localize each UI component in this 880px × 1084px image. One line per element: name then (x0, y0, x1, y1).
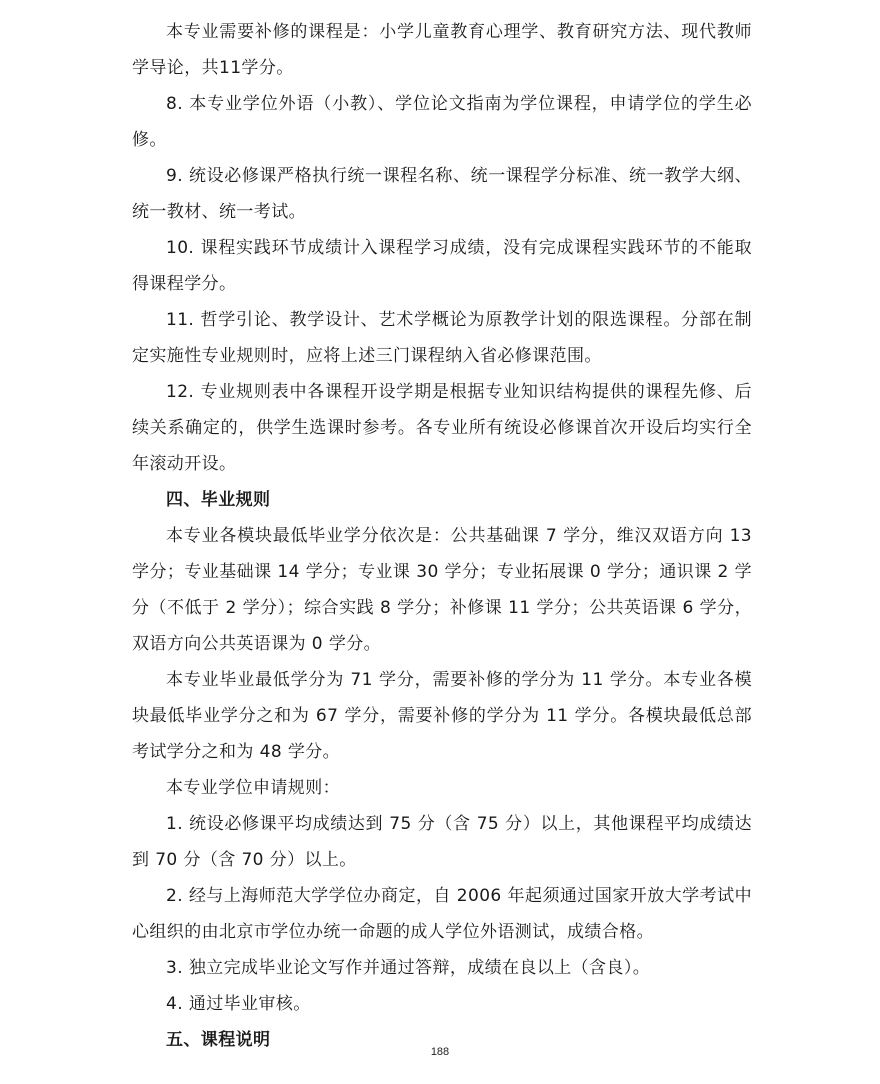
para-degree-rule-1: 1. 统设必修课平均成绩达到 75 分（含 75 分）以上，其他课程平均成绩达到 70 分（含 70 分）以上。 (132, 814, 752, 870)
para-remedial-courses: 本专业需要补修的课程是：小学儿童教育心理学、教育研究方法、现代教师学导论，共11学分。 (132, 22, 752, 78)
para-item-8: 8. 本专业学位外语（小教）、学位论文指南为学位课程，申请学位的学生必修。 (132, 94, 752, 150)
para-item-10: 10. 课程实践环节成绩计入课程学习成绩，没有完成课程实践环节的不能取得课程学分。 (132, 238, 752, 294)
para-item-12: 12. 专业规则表中各课程开设学期是根据专业知识结构提供的课程先修、后续关系确定的，供学生选课时参考。各专业所有统设必修课首次开设后均实行全年滚动开设。 (132, 382, 752, 474)
para-degree-rule-4: 4. 通过毕业审核。 (166, 994, 311, 1014)
para-module-credits: 本专业各模块最低毕业学分依次是：公共基础课 7 学分，维汉双语方向 13 学分；专业基础课 14 学分；专业课 30 学分；专业拓展课 0 学分；通识课 2 学分（不低于 2 学分）；综合实践 8 学分；补修课 11 学分；公共英语课 6 学分，双语方向公共英语课为 0 学分。 (132, 526, 752, 654)
section-heading-course-description: 五、课程说明 (166, 1030, 271, 1050)
para-minimum-credits: 本专业毕业最低学分为 71 学分，需要补修的学分为 11 学分。本专业各模块最低毕业学分之和为 67 学分，需要补修的学分为 11 学分。各模块最低总部考试学分之和为 48 学分。 (132, 670, 752, 762)
para-degree-rule-3: 3. 独立完成毕业论文写作并通过答辩，成绩在良以上（含良）。 (166, 958, 651, 978)
para-item-9: 9. 统设必修课严格执行统一课程名称、统一课程学分标准、统一教学大纲、统一教材、统一考试。 (132, 166, 752, 222)
para-degree-rules-intro: 本专业学位申请规则： (166, 778, 340, 798)
page-number: 188 (430, 1046, 450, 1058)
section-heading-graduation-rules: 四、毕业规则 (166, 490, 271, 510)
document-body (132, 14, 752, 1058)
para-degree-rule-2: 2. 经与上海师范大学学位办商定，自 2006 年起须通过国家开放大学考试中心组织的由北京市学位办统一命题的成人学位外语测试，成绩合格。 (132, 886, 752, 942)
para-item-11: 11. 哲学引论、教学设计、艺术学概论为原教学计划的限选课程。分部在制定实施性专业规则时，应将上述三门课程纳入省必修课范围。 (132, 310, 752, 366)
